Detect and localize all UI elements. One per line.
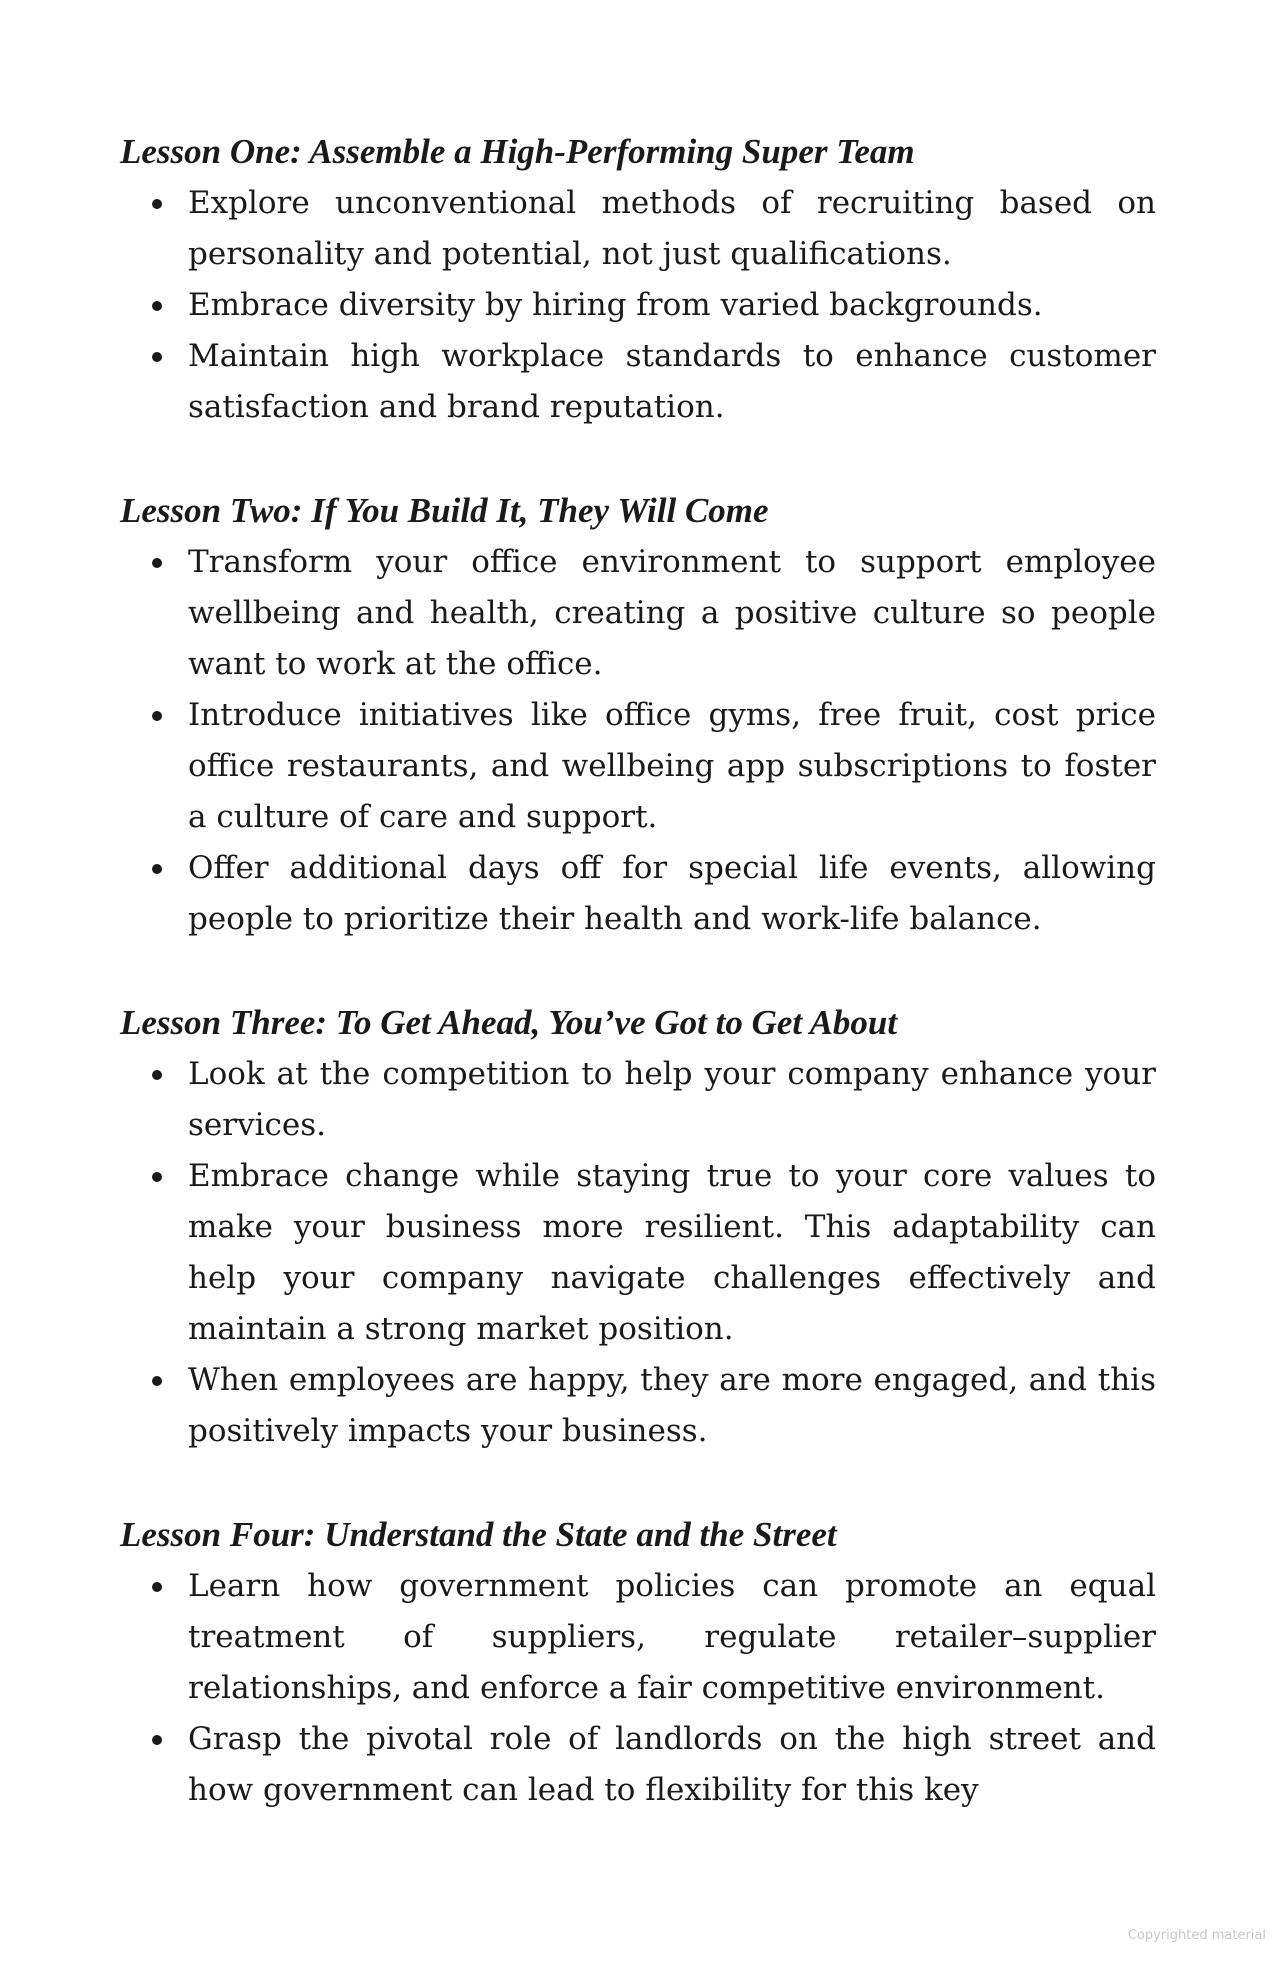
lesson-title: Lesson Two: If You Build It, They Will Come <box>120 491 769 530</box>
bullet-item: Introduce initiatives like office gyms, free fruit, cost price office restaurants, and wellbeing app subscriptions to foster a culture of care and support. <box>120 690 1156 843</box>
lesson-title: Lesson Three: To Get Ahead, You’ve Got to Get About <box>120 1003 898 1042</box>
bullet-item: Embrace change while staying true to your core values to make your business more resilient. This adaptability can help your company navigate challenges effectively and maintain a strong market position. <box>120 1151 1156 1355</box>
bullet-list <box>120 537 1156 945</box>
lesson-three-section <box>120 1001 1156 1457</box>
bullet-item: Learn how government policies can promote an equal treatment of suppliers, regulate retailer–supplier relationships, and enforce a fair competitive environment. <box>120 1561 1156 1714</box>
copyright-watermark: Copyrighted material <box>1127 1928 1266 1943</box>
lesson-title: Lesson Four: Understand the State and the Street <box>120 1515 837 1554</box>
bullet-list <box>120 178 1156 433</box>
lesson-two-section <box>120 489 1156 945</box>
lesson-four-section <box>120 1513 1156 1816</box>
document-page <box>120 130 1156 1872</box>
bullet-item: Transform your office environment to support employee wellbeing and health, creating a positive culture so people want to work at the office. <box>120 537 1156 690</box>
bullet-item: Offer additional days off for special life events, allowing people to prioritize their health and work-life balance. <box>120 843 1156 945</box>
lesson-title: Lesson One: Assemble a High-Performing Super Team <box>120 132 915 171</box>
bullet-item: Embrace diversity by hiring from varied backgrounds. <box>120 280 1156 331</box>
bullet-item: Look at the competition to help your company enhance your services. <box>120 1049 1156 1151</box>
bullet-list <box>120 1049 1156 1457</box>
bullet-item: Maintain high workplace standards to enhance customer satisfaction and brand reputation. <box>120 331 1156 433</box>
bullet-item: Grasp the pivotal role of landlords on the high street and how government can lead to flexibility for this key <box>120 1714 1156 1816</box>
bullet-item: Explore unconventional methods of recruiting based on personality and potential, not just qualifications. <box>120 178 1156 280</box>
bullet-list <box>120 1561 1156 1816</box>
lesson-one-section <box>120 130 1156 433</box>
bullet-item: When employees are happy, they are more engaged, and this positively impacts your business. <box>120 1355 1156 1457</box>
